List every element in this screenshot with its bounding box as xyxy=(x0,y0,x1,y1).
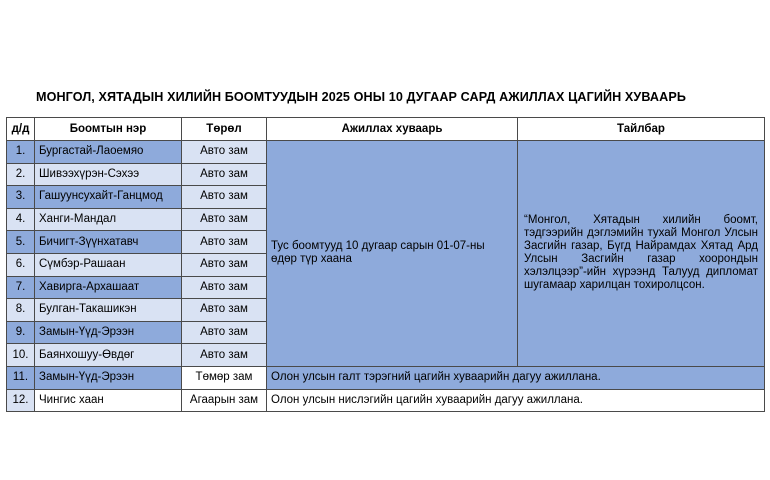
row-type: Авто зам xyxy=(182,321,267,344)
row-name: Ханги-Мандал xyxy=(35,208,182,231)
row-type: Авто зам xyxy=(182,141,267,164)
row-name: Бургастай-Лаоемяо xyxy=(35,141,182,164)
table-row xyxy=(7,141,765,164)
row-schedule: Олон улсын нислэгийн цагийн хуваарийн дагуу ажиллана. xyxy=(267,389,765,412)
row-num: 12. xyxy=(7,389,35,412)
table-header-row xyxy=(7,118,765,141)
row-num: 2. xyxy=(7,163,35,186)
row-type: Авто зам xyxy=(182,344,267,367)
row-num: 7. xyxy=(7,276,35,299)
row-type: Авто зам xyxy=(182,186,267,209)
row-num: 11. xyxy=(7,366,35,389)
row-num: 8. xyxy=(7,299,35,322)
header-name: Боомтын нэр xyxy=(35,118,182,141)
row-num: 1. xyxy=(7,141,35,164)
header-note: Тайлбар xyxy=(518,118,765,141)
row-type: Авто зам xyxy=(182,299,267,322)
header-schedule: Ажиллах хуваарь xyxy=(267,118,518,141)
row-type: Авто зам xyxy=(182,163,267,186)
row-type: Авто зам xyxy=(182,231,267,254)
page-title: МОНГОЛ, ХЯТАДЫН ХИЛИЙН БООМТУУДЫН 2025 ОНЫ 10 ДУГААР САРД АЖИЛЛАХ ЦАГИЙН ХУВААРЬ xyxy=(36,90,686,104)
schedule-table xyxy=(6,117,765,412)
row-name: Бичигт-Зүүнхатавч xyxy=(35,231,182,254)
row-name: Чингис хаан xyxy=(35,389,182,412)
header-type: Төрөл xyxy=(182,118,267,141)
merged-note-cell: “Монгол, Хятадын хилийн боомт, тэдгээрийн дэглэмийн тухай Монгол Улсын Засгийн газар, Бүгд Найрамдах Хятад Ард Улсын Засгийн газар хоорондын хэлэлцээр”-ийн хүрээнд Талууд дипломат шугамаар харилцан тохиролцсон. xyxy=(518,141,765,367)
row-num: 10. xyxy=(7,344,35,367)
row-type: Төмөр зам xyxy=(182,366,267,389)
row-num: 9. xyxy=(7,321,35,344)
row-num: 6. xyxy=(7,253,35,276)
header-num: д/д xyxy=(7,118,35,141)
merged-schedule-cell: Тус боомтууд 10 дугаар сарын 01-07-ны өдөр түр хаана xyxy=(267,141,518,367)
row-num: 4. xyxy=(7,208,35,231)
row-num: 5. xyxy=(7,231,35,254)
row-name: Замын-Үүд-Эрээн xyxy=(35,366,182,389)
row-name: Баянхошуу-Өвдөг xyxy=(35,344,182,367)
row-type: Авто зам xyxy=(182,253,267,276)
row-name: Булган-Такашикэн xyxy=(35,299,182,322)
row-schedule: Олон улсын галт тэрэгний цагийн хуваарийн дагуу ажиллана. xyxy=(267,366,765,389)
row-name: Шивээхүрэн-Сэхээ xyxy=(35,163,182,186)
row-num: 3. xyxy=(7,186,35,209)
row-name: Хавирга-Архашаат xyxy=(35,276,182,299)
row-type: Авто зам xyxy=(182,276,267,299)
table-row xyxy=(7,389,765,412)
row-type: Агаарын зам xyxy=(182,389,267,412)
row-type: Авто зам xyxy=(182,208,267,231)
table-row xyxy=(7,366,765,389)
row-name: Сүмбэр-Рашаан xyxy=(35,253,182,276)
row-name: Гашуунсухайт-Ганцмод xyxy=(35,186,182,209)
row-name: Замын-Үүд-Эрээн xyxy=(35,321,182,344)
